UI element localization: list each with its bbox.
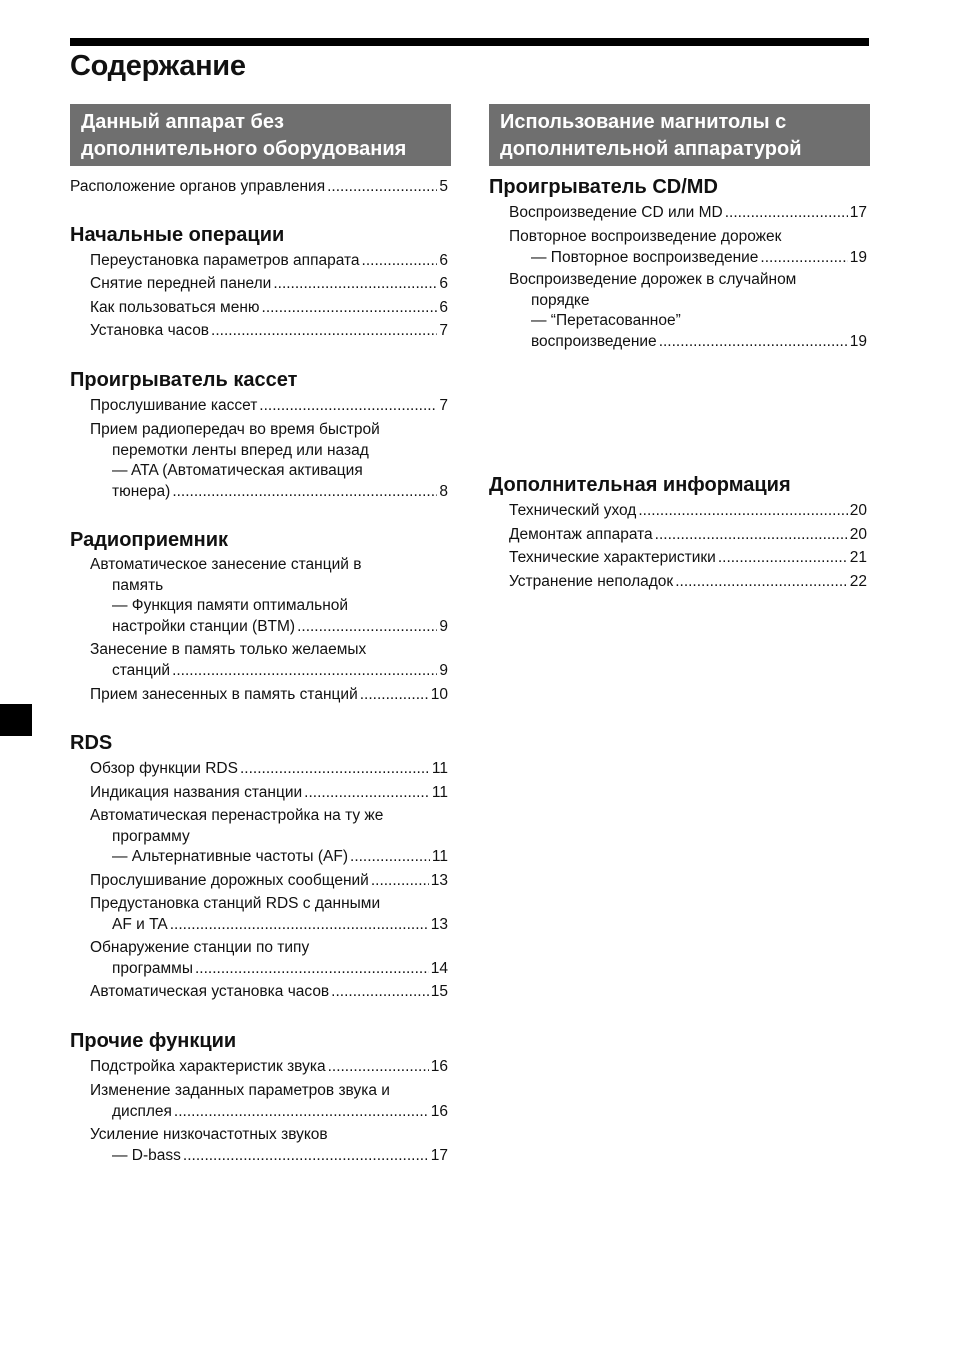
toc-entry[interactable] [90, 321, 448, 342]
toc-entry[interactable] [90, 806, 448, 868]
toc-row [90, 482, 448, 503]
dot-leader [170, 915, 429, 936]
toc-entry-text: Прослушивание дорожных сообщений [90, 872, 369, 889]
dot-leader [297, 617, 437, 638]
toc-page-number: 7 [439, 397, 448, 414]
toc-entry[interactable] [509, 572, 867, 593]
dot-leader [172, 482, 437, 503]
toc-entry[interactable] [509, 548, 867, 569]
toc-entry-text: Индикация названия станции [90, 784, 303, 801]
dot-leader [183, 1146, 429, 1167]
toc-row [509, 572, 867, 593]
section-heading: RDS [70, 732, 113, 754]
toc-entry[interactable] [90, 1125, 448, 1166]
dot-leader [328, 1057, 429, 1078]
section-heading: Начальные операции [70, 224, 285, 246]
toc-page-number: 11 [431, 784, 448, 801]
toc-entry-line: программу [112, 827, 190, 845]
dot-leader [262, 298, 438, 319]
left-banner-line: дополнительного оборудования [81, 138, 407, 160]
toc-row [90, 959, 448, 980]
toc-row [90, 871, 448, 892]
toc-entry[interactable] [90, 759, 448, 780]
toc-entry-line: память [112, 576, 164, 594]
toc-entry-text: Как пользоваться меню [90, 299, 260, 316]
dot-leader [273, 274, 437, 295]
toc-entry-text: Технические характеристики [509, 549, 716, 566]
dot-leader [371, 871, 429, 892]
toc-page-number: 10 [430, 686, 448, 703]
dot-leader [195, 959, 429, 980]
toc-row [509, 501, 867, 522]
toc-page-number: 8 [439, 482, 448, 500]
toc-row [90, 661, 448, 682]
toc-row [509, 203, 867, 224]
toc-entry-line: порядке [531, 291, 590, 309]
toc-entry-text: Прием занесенных в память станций [90, 686, 358, 703]
toc-row [90, 1057, 448, 1078]
toc-entry-line: Занесение в память только желаемых [90, 641, 367, 658]
toc-entry-text: — Повторное воспроизведение [531, 248, 759, 266]
toc-row [90, 617, 448, 638]
toc-entry-text: Воспроизведение CD или MD [509, 204, 723, 221]
left-banner-line: Данный аппарат без [81, 111, 284, 133]
toc-row [90, 321, 448, 342]
toc-entry[interactable] [90, 783, 448, 804]
toc-page-number: 9 [439, 661, 448, 679]
toc-entry-line: — “Перетасованное” [531, 312, 681, 329]
toc-entry[interactable] [90, 274, 448, 295]
toc-entry-text: Подстройка характеристик звука [90, 1058, 326, 1075]
toc-entry-line: перемотки ленты вперед или назад [112, 441, 369, 459]
toc-entry[interactable] [90, 685, 448, 706]
title-rule [70, 38, 869, 46]
toc-entry-text: воспроизведение [531, 332, 657, 350]
toc-entry[interactable] [90, 298, 448, 319]
toc-row [90, 783, 448, 804]
toc-entry[interactable] [90, 640, 448, 681]
toc-entry[interactable] [90, 1057, 448, 1078]
toc-entry[interactable] [90, 871, 448, 892]
toc-row [90, 915, 448, 936]
dot-leader [240, 759, 430, 780]
toc-entry-line: Автоматическое занесение станций в [90, 556, 362, 573]
toc-entry-text: станций [112, 661, 171, 679]
toc-entry-text: Демонтаж аппарата [509, 526, 653, 543]
toc-entry[interactable] [90, 251, 448, 272]
right-banner [489, 104, 870, 166]
dot-leader [327, 177, 437, 198]
toc-row [90, 396, 448, 417]
dot-leader [360, 685, 429, 706]
toc-page-number: 11 [431, 848, 448, 865]
toc-page-number: 21 [849, 549, 867, 566]
toc-entry[interactable] [509, 270, 867, 352]
toc-page-number: 17 [430, 1146, 448, 1164]
toc-row [509, 548, 867, 569]
toc-entry-line: Обнаружение станции по типу [90, 939, 310, 956]
right-banner-line: Использование магнитолы с [500, 111, 787, 133]
toc-row [90, 847, 448, 868]
dot-leader [655, 525, 848, 546]
toc-entry-text: Устранение неполадок [509, 573, 674, 590]
toc-page-number: 20 [849, 502, 867, 519]
toc-entry-text: Прослушивание кассет [90, 397, 258, 414]
toc-entry-line: Воспроизведение дорожек в случайном [509, 271, 797, 288]
section-heading: Радиоприемник [70, 529, 229, 551]
left-banner [70, 104, 451, 166]
toc-page-number: 11 [431, 760, 448, 777]
toc-entry-text: Обзор функции RDS [90, 760, 238, 777]
toc-entry-line: Автоматическая перенастройка на ту же [90, 807, 384, 824]
toc-entry-text: программы [112, 959, 193, 977]
toc-page-number: 16 [430, 1102, 448, 1120]
dot-leader [659, 332, 848, 353]
toc-row [90, 251, 448, 272]
dot-leader [760, 248, 847, 269]
section-heading: Проигрыватель кассет [70, 369, 298, 391]
page-title: Содержание [70, 50, 246, 82]
side-tab-marker [0, 704, 32, 736]
section-heading: Прочие функции [70, 1030, 237, 1052]
toc-entry-line: — ATA (Автоматическая активация [112, 462, 363, 479]
toc-entry-text: дисплея [112, 1102, 172, 1120]
toc-entry-text: Технический уход [509, 502, 637, 519]
toc-entry[interactable] [90, 982, 448, 1003]
toc-page-number: 17 [849, 204, 867, 221]
dot-leader [172, 661, 437, 682]
right-banner-line: дополнительной аппаратурой [500, 138, 802, 160]
toc-entry-text: — D-bass [112, 1146, 181, 1164]
toc-page-number: 19 [849, 332, 867, 350]
dot-leader [718, 548, 848, 569]
toc-entry-text: AF и TA [112, 915, 168, 933]
dot-leader [259, 396, 437, 417]
dot-leader [675, 572, 848, 593]
toc-entry[interactable] [509, 227, 867, 268]
toc-page-number: 16 [430, 1058, 448, 1075]
dot-leader [331, 982, 429, 1003]
toc-row [90, 685, 448, 706]
toc-page-number: 22 [849, 573, 867, 590]
toc-row [509, 525, 867, 546]
toc-row [90, 982, 448, 1003]
toc-entry-text: Установка часов [90, 322, 210, 339]
dot-leader [725, 203, 848, 224]
toc-entry-text: тюнера) [112, 482, 171, 500]
toc-entry-line: Прием радиопередач во время быстрой [90, 421, 380, 438]
toc-entry[interactable] [90, 894, 448, 935]
dot-leader [638, 501, 847, 522]
toc-row [90, 1102, 448, 1123]
toc-entry-controls[interactable] [70, 177, 448, 198]
toc-entry-line: Изменение заданных параметров звука и [90, 1082, 390, 1099]
toc-entry[interactable] [90, 396, 448, 417]
dot-leader [211, 321, 437, 342]
toc-page-number: 7 [439, 322, 448, 339]
dot-leader [304, 783, 430, 804]
dot-leader [350, 847, 430, 868]
toc-entry-text: — Альтернативные частоты (AF) [112, 848, 349, 865]
toc-entry-line: Усиление низкочастотных звуков [90, 1126, 328, 1143]
toc-page-number: 6 [439, 275, 448, 292]
toc-page-number: 5 [439, 178, 448, 195]
toc-entry[interactable] [90, 420, 448, 502]
toc-row [509, 332, 867, 353]
toc-row [90, 759, 448, 780]
toc-entry-line: Повторное воспроизведение дорожек [509, 228, 782, 245]
toc-row [90, 298, 448, 319]
toc-entry-text: настройки станции (BTM) [112, 617, 296, 635]
toc-page-number: 14 [430, 959, 448, 977]
toc-entry[interactable] [509, 203, 867, 224]
toc-entry[interactable] [509, 525, 867, 546]
toc-row [90, 1146, 448, 1167]
toc-entry-text: Снятие передней панели [90, 275, 272, 292]
section-heading: Дополнительная информация [489, 474, 791, 496]
toc-page-number: 9 [439, 617, 448, 635]
toc-page-number: 13 [430, 872, 448, 889]
dot-leader [362, 251, 438, 272]
toc-entry-text: Расположение органов управления [70, 178, 326, 195]
toc-row [509, 248, 867, 269]
toc-entry-line: — Функция памяти оптимальной [112, 597, 349, 614]
toc-entry-line: Предустановка станций RDS с данными [90, 895, 381, 912]
toc-page-number: 6 [439, 299, 448, 316]
toc-entry[interactable] [90, 938, 448, 979]
toc-row [70, 177, 448, 198]
toc-page-number: 20 [849, 526, 867, 543]
toc-page-number: 13 [430, 915, 448, 933]
toc-entry[interactable] [90, 555, 448, 637]
toc-page-number: 15 [430, 983, 448, 1000]
toc-entry[interactable] [509, 501, 867, 522]
toc-entry[interactable] [90, 1081, 448, 1122]
toc-entry-text: Автоматическая установка часов [90, 983, 330, 1000]
section-heading: Проигрыватель CD/MD [489, 176, 718, 198]
toc-row [90, 274, 448, 295]
toc-entry-text: Переустановка параметров аппарата [90, 252, 360, 269]
dot-leader [174, 1102, 429, 1123]
toc-page-number: 19 [849, 248, 867, 266]
toc-page-number: 6 [439, 252, 448, 269]
